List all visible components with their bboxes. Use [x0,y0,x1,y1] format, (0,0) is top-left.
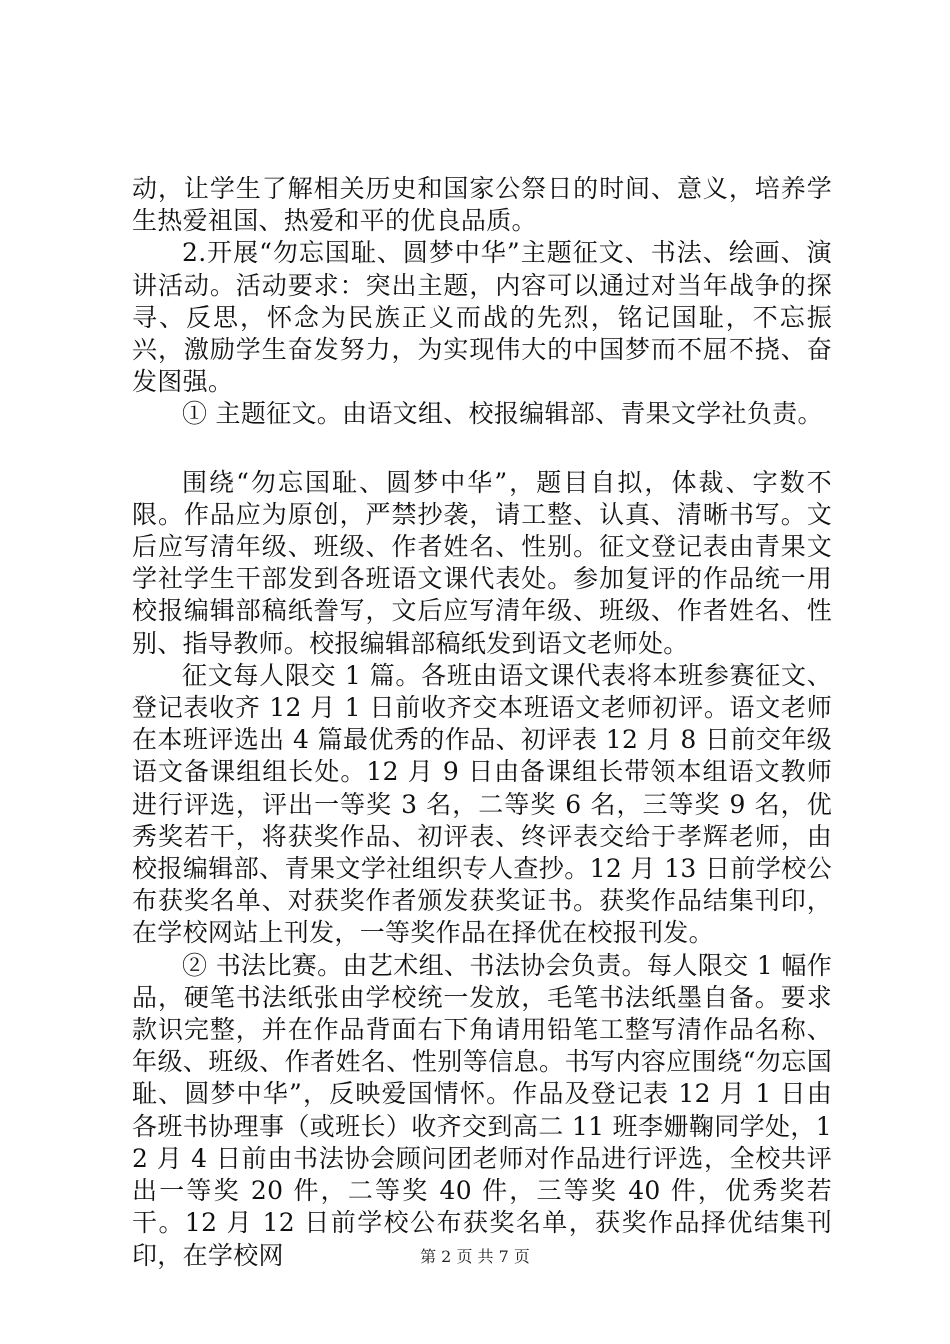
paragraph-spacer [132,431,832,467]
paragraph-calligraphy: ② 书法比赛。由艺术组、书法协会负责。每人限交 1 幅作品，硬笔书法纸张由学校统一发放，毛笔书法纸墨自备。要求款识完整，并在作品背面右下角请用铅笔工整写清作品名称、年级、班级、作者姓名、性别等信息。书写内容应围绕“勿忘国耻、圆梦中华”，反映爱国情怀。作品及登记表 12 月 1 日由各班书协理事（或班长）收齐交到高二 11 班李姗鞠同学处，12 月 4 日前由书法协会顾问团老师对作品进行评选，全校共评出一等奖 20 件，二等奖 40 件，三等奖 40 件，优秀奖若干。12 月 12 日前学校公布获奖名单，获奖作品择优结集刊印，在学校网 [132,950,832,1270]
paragraph-essay-heading: ① 主题征文。由语文组、校报编辑部、青果文学社负责。 [182,399,823,429]
paragraph-continuation: 动，让学生了解相关历史和国家公祭日的时间、意义，培养学生热爱祖国、热爱和平的优良品质。 [132,174,832,236]
paragraph-activity-2: 2.开展“勿忘国耻、圆梦中华”主题征文、书法、绘画、演讲活动。活动要求：突出主题，内容可以通过对当年战争的探寻、反思，怀念为民族正义而战的先烈，铭记国耻，不忘振兴，激励学生奋发努力，为实现伟大的中国梦而不屈不挠、奋发图强。 [132,238,832,397]
paragraph-essay-requirements: 围绕“勿忘国耻、圆梦中华”，题目自拟，体裁、字数不限。作品应为原创，严禁抄袭，请工整、认真、清晰书写。文后应写清年级、班级、作者姓名、性别。征文登记表由青果文学社学生干部发到各班语文课代表处。参加复评的作品统一用校报编辑部稿纸誊写，文后应写清年级、班级、作者姓名、性别、指导教师。校报编辑部稿纸发到语文老师处。 [132,467,832,658]
paragraph-essay-process: 征文每人限交 1 篇。各班由语文课代表将本班参赛征文、登记表收齐 12 月 1 日前收齐交本班语文老师初评。语文老师在本班评选出 4 篇最优秀的作品、初评表 12 月 8 日前交年级语文备课组组长处。12 月 9 日由备课组长带领本组语文教师进行评选，评出一等奖 3 名，二等奖 6 名，三等奖 9 名，优秀奖若干，将获奖作品、初评表、终评表交给于孝辉老师，由校报编辑部、青果文学社组织专人查抄。12 月 13 日前学校公布获奖名单、对获奖作者颁发获奖证书。获奖作品结集刊印，在学校网站上刊发，一等奖作品在择优在校报刊发。 [132,660,832,948]
page-number-footer: 第 2 页 共 7 页 [420,1247,530,1266]
document-body [132,173,832,1272]
